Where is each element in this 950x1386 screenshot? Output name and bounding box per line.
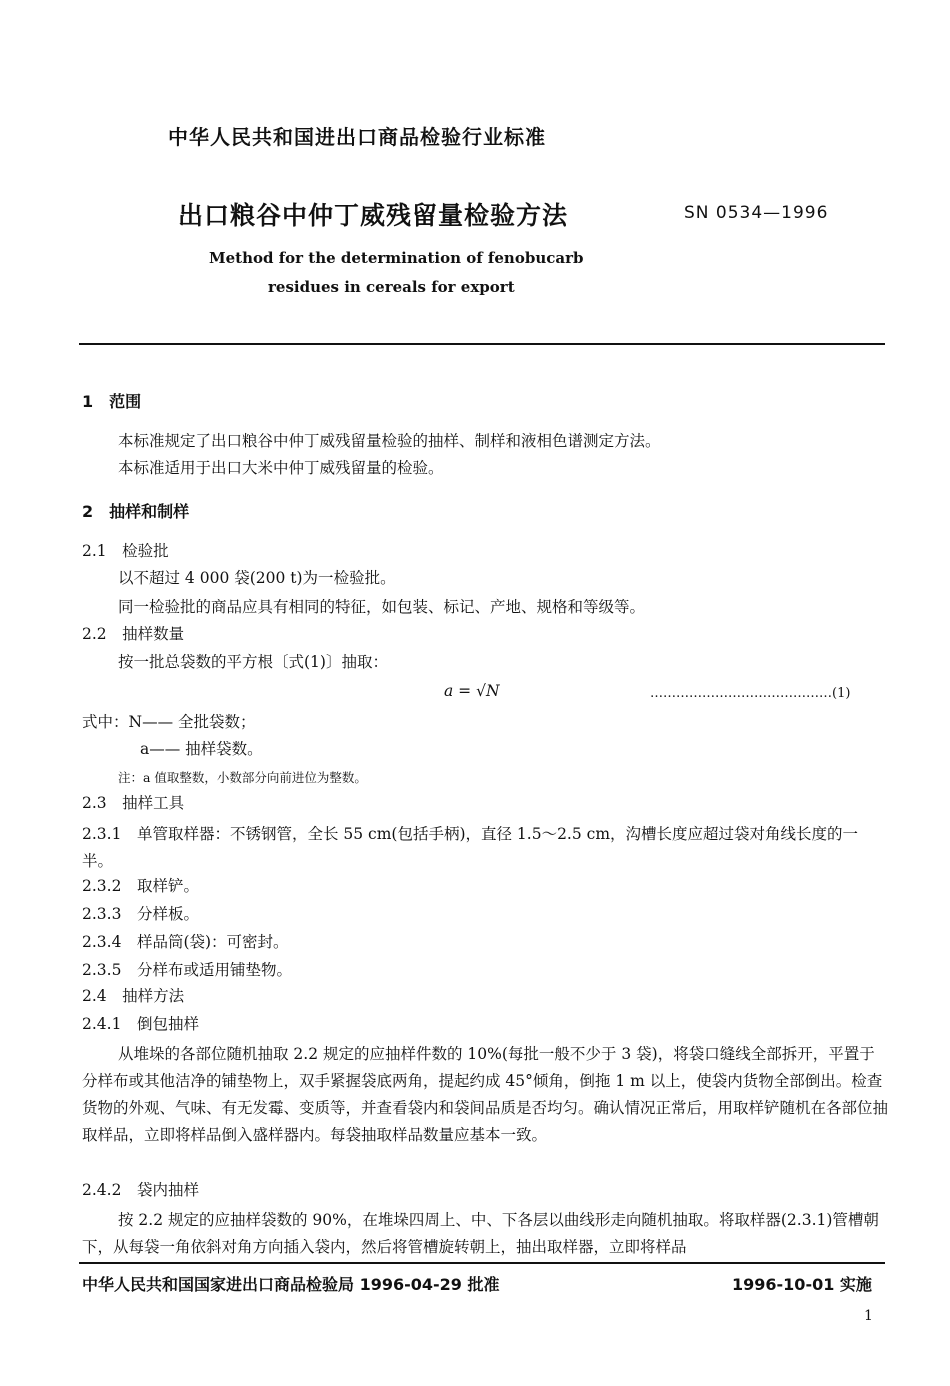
section-2-heading: 2 抽样和制样 xyxy=(82,502,190,521)
section-2-2-heading: 2.2 抽样数量 xyxy=(82,625,185,643)
formula-where-2: a—— 抽样袋数。 xyxy=(140,740,263,758)
page-number: 1 xyxy=(864,1308,873,1324)
section-2-2-paragraph: 按一批总袋数的平方根〔式(1)〕抽取： xyxy=(118,653,388,671)
formula-1-number: ……………………………………(1) xyxy=(650,686,851,701)
approval-statement: 中华人民共和国国家进出口商品检验局 1996-04-29 批准 xyxy=(82,1275,500,1294)
section-1-paragraph-1: 本标准规定了出口粮谷中仲丁威残留量检验的抽样、制样和液相色谱测定方法。 xyxy=(118,432,661,450)
section-2-4-2-heading: 2.4.2 袋内抽样 xyxy=(82,1181,199,1199)
document-title-en-line2: residues in cereals for export xyxy=(268,278,515,296)
section-2-4-heading: 2.4 抽样方法 xyxy=(82,987,185,1005)
header-divider xyxy=(79,343,885,345)
industry-standard-label: 中华人民共和国进出口商品检验行业标准 xyxy=(168,125,546,149)
section-2-1-heading: 2.1 检验批 xyxy=(82,542,169,560)
section-2-3-2: 2.3.2 取样铲。 xyxy=(82,877,199,895)
section-2-3-1: 2.3.1 单管取样器：不锈钢管，全长 55 cm(包括手柄)，直径 1.5～2.5 cm，沟槽长度应超过袋对角线长度的一半。 xyxy=(82,825,859,870)
footer-divider xyxy=(79,1262,885,1264)
formula-1: a = √N xyxy=(444,682,500,700)
formula-where-1: 式中：N—— 全批袋数； xyxy=(82,713,256,731)
section-1-heading: 1 范围 xyxy=(82,392,142,411)
section-2-1-paragraph-1: 以不超过 4 000 袋(200 t)为一检验批。 xyxy=(118,569,396,587)
section-2-3-heading: 2.3 抽样工具 xyxy=(82,794,185,812)
standard-number: SN 0534—1996 xyxy=(684,203,829,223)
note: 注：a 值取整数，小数部分向前进位为整数。 xyxy=(118,770,367,785)
section-2-4-1-heading: 2.4.1 倒包抽样 xyxy=(82,1015,199,1033)
document-title-cn: 出口粮谷中仲丁威残留量检验方法 xyxy=(178,201,569,230)
implementation-date: 1996-10-01 实施 xyxy=(732,1275,872,1294)
section-2-1-paragraph-2: 同一检验批的商品应具有相同的特征，如包装、标记、产地、规格和等级等。 xyxy=(118,598,646,616)
section-2-3-4: 2.3.4 样品筒(袋)：可密封。 xyxy=(82,933,289,951)
section-2-4-2-paragraph: 按 2.2 规定的应抽样袋数的 90%，在堆垛四周上、中、下各层以曲线形走向随机抽取。将取样器(2.3.1)管槽朝下，从每袋一角依斜对角方向插入袋内，然后将管槽旋转朝上，抽出取样器，立即将样品 xyxy=(82,1211,879,1256)
section-1-paragraph-2: 本标准适用于出口大米中仲丁威残留量的检验。 xyxy=(118,459,444,477)
section-2-3-3: 2.3.3 分样板。 xyxy=(82,905,199,923)
document-title-en-line1: Method for the determination of fenobucarb xyxy=(209,249,584,267)
section-2-4-1-paragraph: 从堆垛的各部位随机抽取 2.2 规定的应抽样件数的 10%(每批一般不少于 3 袋)，将袋口缝线全部拆开，平置于分样布或其他洁净的铺垫物上，双手紧握袋底两角，提起约成 45°倾角，倒拖 1 m 以上，使袋内货物全部倒出。检查货物的外观、气味、有无发霉、变质等，并查看袋内和袋间品质是否均匀。确认情况正常后，用取样铲随机在各部位抽取样品，立即将样品倒入盛样器内。每袋抽取样品数量应基本一致。 xyxy=(82,1045,889,1144)
section-2-3-5: 2.3.5 分样布或适用铺垫物。 xyxy=(82,961,292,979)
